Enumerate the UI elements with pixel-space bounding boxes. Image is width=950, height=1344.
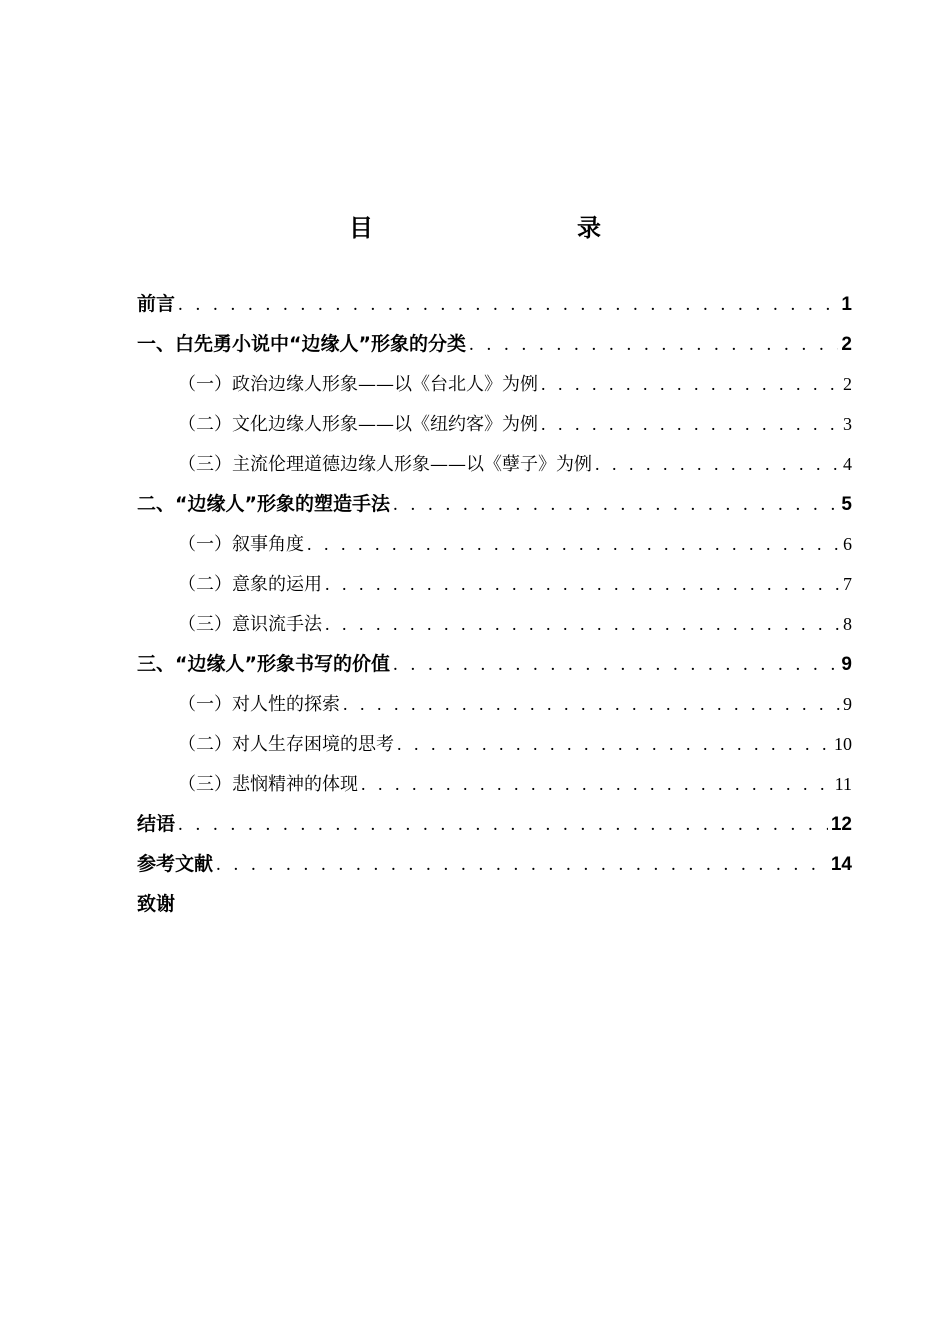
toc-page-number: 1 [841,294,852,315]
toc-entry-preface[interactable] [137,284,852,324]
toc-entry-chapter-3[interactable] [137,644,852,684]
table-of-contents [137,284,852,924]
toc-entry-label: （二）意象的运用 [178,574,322,595]
toc-entry-label: （二）对人生存困境的思考 [178,734,394,755]
toc-entry-label: 前言 [137,293,176,315]
toc-entry-label: 三、“边缘人”形象书写的价值 [137,653,390,675]
toc-page-number: 2 [843,374,852,394]
toc-page-number: 8 [843,614,852,634]
toc-title: 目 录 [349,214,653,242]
toc-page-number: 2 [841,334,852,355]
dot-leader [178,285,838,325]
dot-leader [361,764,832,804]
toc-entry-label: （一）叙事角度 [178,534,304,555]
toc-entry-label: （一）政治边缘人形象——以《台北人》为例 [178,374,538,395]
toc-entry-section-1-3[interactable] [137,444,852,484]
toc-page-number: 3 [843,414,852,434]
toc-page-number: 9 [841,654,852,675]
toc-page-number: 5 [841,494,852,515]
toc-entry-label: （一）对人性的探索 [178,694,340,715]
toc-page-number: 12 [830,814,852,835]
dot-leader [343,684,840,724]
dot-leader [178,805,828,845]
toc-entry-label: （三）意识流手法 [178,614,322,635]
toc-page-number: 10 [834,734,852,754]
dot-leader [541,404,840,444]
toc-page-number: 7 [843,574,852,594]
toc-page-number: 11 [834,774,852,794]
toc-entry-label: （三）悲悯精神的体现 [178,774,358,795]
dot-leader [595,444,840,484]
toc-entry-label: 参考文献 [137,853,214,875]
toc-entry-references[interactable] [137,844,852,884]
dot-leader [469,325,838,365]
toc-entry-section-1-2[interactable] [137,404,852,444]
toc-entry-label: 结语 [137,813,176,835]
toc-entry-conclusion[interactable] [137,804,852,844]
toc-entry-section-1-1[interactable] [137,364,852,404]
toc-entry-section-3-3[interactable] [137,764,852,804]
dot-leader [397,724,831,764]
dot-leader [325,564,840,604]
dot-leader [393,645,838,685]
toc-page-number: 14 [830,854,852,875]
toc-entry-chapter-2[interactable] [137,484,852,524]
dot-leader [393,485,838,525]
toc-page-number: 4 [843,454,852,474]
toc-page-number: 9 [843,694,852,714]
toc-entry-label: 一、白先勇小说中“边缘人”形象的分类 [137,333,466,355]
toc-entry-section-2-2[interactable] [137,564,852,604]
dot-leader [216,845,828,885]
toc-entry-label: 致谢 [137,893,176,915]
toc-entry-chapter-1[interactable] [137,324,852,364]
toc-entry-section-2-3[interactable] [137,604,852,644]
toc-entry-label: （三）主流伦理道德边缘人形象——以《孽子》为例 [178,454,592,475]
toc-entry-section-3-1[interactable] [137,684,852,724]
toc-page-number: 6 [843,534,852,554]
toc-entry-acknowledgements[interactable] [137,884,852,924]
toc-entry-label: （二）文化边缘人形象——以《纽约客》为例 [178,414,538,435]
dot-leader [307,524,840,564]
toc-entry-label: 二、“边缘人”形象的塑造手法 [137,493,390,515]
dot-leader [541,364,840,404]
dot-leader [325,604,840,644]
toc-entry-section-2-1[interactable] [137,524,852,564]
toc-entry-section-3-2[interactable] [137,724,852,764]
